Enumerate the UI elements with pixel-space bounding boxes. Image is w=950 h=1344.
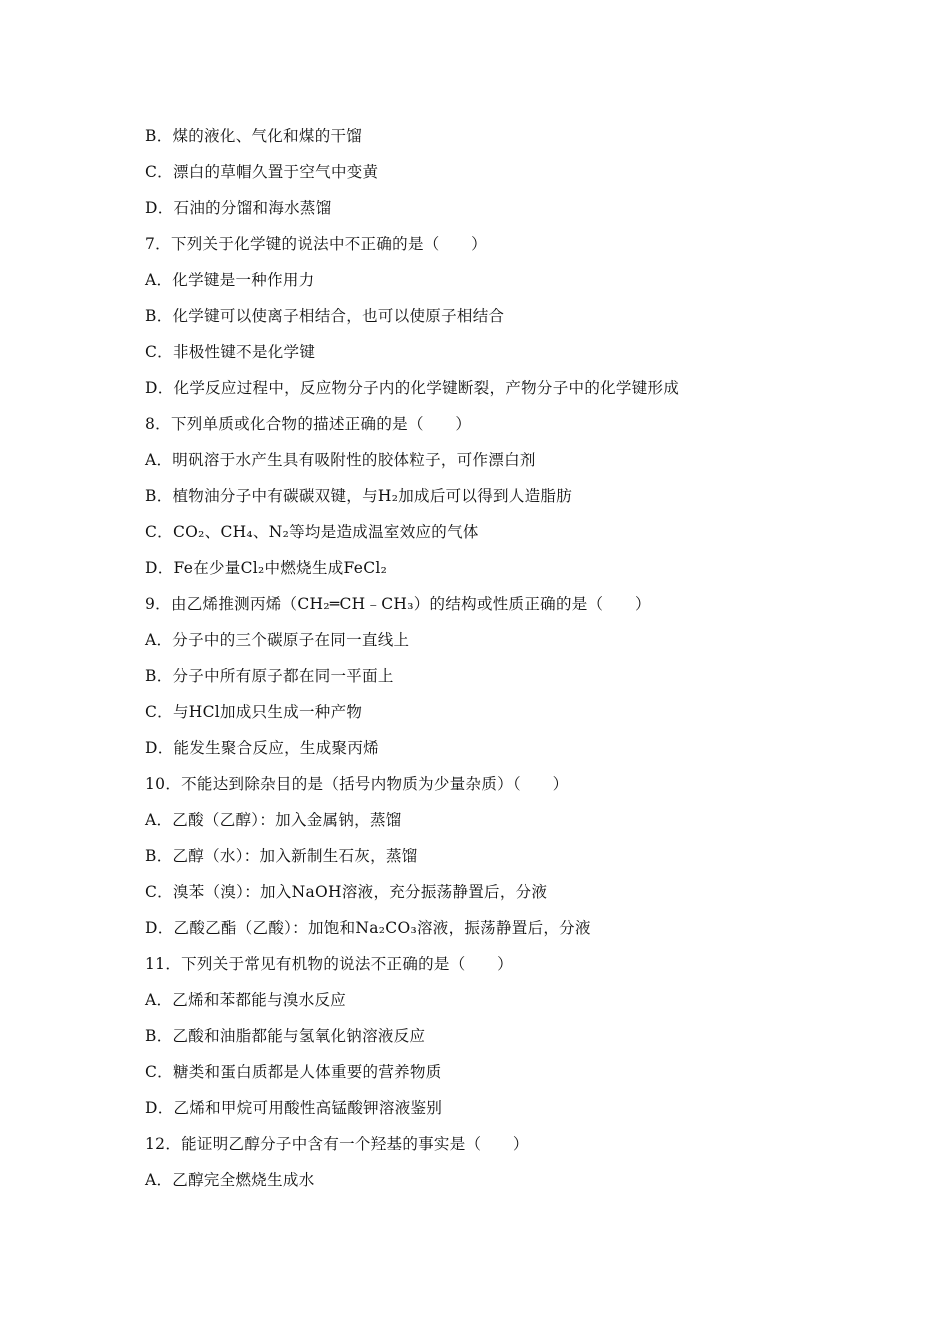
option-line: B．化学键可以使离子相结合，也可以使原子相结合 <box>145 307 505 325</box>
option-line: A．乙醇完全燃烧生成水 <box>145 1171 315 1189</box>
option-line: C．糖类和蛋白质都是人体重要的营养物质 <box>145 1063 442 1081</box>
option-line: C．漂白的草帽久置于空气中变黄 <box>145 163 379 181</box>
option-line: C．非极性键不是化学键 <box>145 343 316 361</box>
question-text-block <box>145 124 865 1204</box>
option-line: A．明矾溶于水产生具有吸附性的胶体粒子，可作漂白剂 <box>145 451 536 469</box>
option-line: D．能发生聚合反应，生成聚丙烯 <box>145 739 379 757</box>
option-line: B．乙酸和油脂都能与氢氧化钠溶液反应 <box>145 1027 426 1045</box>
question-stem: 10．不能达到除杂目的是（括号内物质为少量杂质）（ ） <box>145 775 569 793</box>
question-stem: 9．由乙烯推测丙烯（CH₂═CH﹣CH₃）的结构或性质正确的是（ ） <box>145 595 651 613</box>
option-line: C．溴苯（溴）：加入NaOH溶液，充分振荡静置后，分液 <box>145 883 548 901</box>
option-line: D．乙酸乙酯（乙酸）：加饱和Na₂CO₃溶液，振荡静置后，分液 <box>145 919 591 937</box>
option-line: C．与HCl加成只生成一种产物 <box>145 703 363 721</box>
option-line: B．煤的液化、气化和煤的干馏 <box>145 127 363 145</box>
option-line: C．CO₂、CH₄、N₂等均是造成温室效应的气体 <box>145 523 479 541</box>
question-stem: 11．下列关于常见有机物的说法不正确的是（ ） <box>145 955 513 973</box>
option-line: D．石油的分馏和海水蒸馏 <box>145 199 332 217</box>
option-line: B．乙醇（水）：加入新制生石灰，蒸馏 <box>145 847 418 865</box>
option-line: B．分子中所有原子都在同一平面上 <box>145 667 394 685</box>
option-line: A．化学键是一种作用力 <box>145 271 315 289</box>
question-stem: 7．下列关于化学键的说法中不正确的是（ ） <box>145 235 487 253</box>
option-line: A．乙酸（乙醇）：加入金属钠，蒸馏 <box>145 811 402 829</box>
question-stem: 12．能证明乙醇分子中含有一个羟基的事实是（ ） <box>145 1135 529 1153</box>
option-line: A．分子中的三个碳原子在同一直线上 <box>145 631 410 649</box>
option-line: A．乙烯和苯都能与溴水反应 <box>145 991 347 1009</box>
option-line: B．植物油分子中有碳碳双键，与H₂加成后可以得到人造脂肪 <box>145 487 573 505</box>
option-line: D．化学反应过程中，反应物分子内的化学键断裂，产物分子中的化学键形成 <box>145 379 680 397</box>
question-stem: 8．下列单质或化合物的描述正确的是（ ） <box>145 415 472 433</box>
option-line: D．Fe在少量Cl₂中燃烧生成FeCl₂ <box>145 559 388 577</box>
option-line: D．乙烯和甲烷可用酸性高锰酸钾溶液鉴别 <box>145 1099 443 1117</box>
